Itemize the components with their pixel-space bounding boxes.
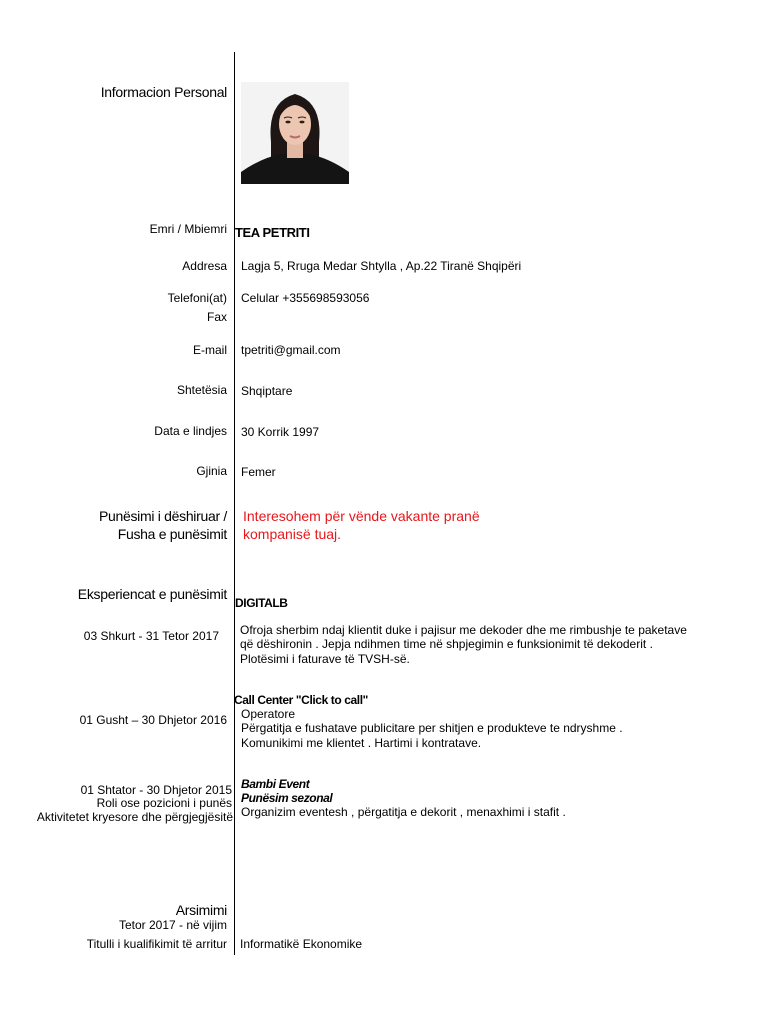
job-description-line: Përgatitja e fushatave publicitare per shitjen e produkteve te ndryshme . xyxy=(241,721,623,735)
job-description-line: Ofroja sherbim ndaj klientit duke i pajisur me dekoder dhe me rimbushje te paketave xyxy=(240,623,687,637)
name-label: Emri / Mbiemri xyxy=(149,222,227,236)
section-title-education: Arsimimi xyxy=(175,902,227,918)
fax-label: Fax xyxy=(206,310,227,324)
phone-value: Celular +355698593056 xyxy=(241,291,370,305)
job-description-line: Organizim eventesh , përgatitja e dekorit , menaxhimi i stafit . xyxy=(241,805,566,819)
desired-job-value-line2: kompanisë tuaj. xyxy=(243,526,342,542)
activities-label: Aktivitetet kryesore dhe përgjegjësitë xyxy=(36,810,233,824)
birthdate-label: Data e lindjes xyxy=(154,424,227,438)
phone-label: Telefoni(at) xyxy=(167,291,227,305)
desired-job-label-line1: Punësimi i dëshiruar / xyxy=(98,508,227,524)
job-company: Bambi Event xyxy=(241,777,310,791)
job-dates: 01 Shtator - 30 Dhjetor 2015 xyxy=(80,783,232,797)
gender-value: Femer xyxy=(241,465,276,479)
job-description-line: Plotësimi i faturave të TVSH-së. xyxy=(240,652,410,666)
birthdate-value: 30 Korrik 1997 xyxy=(241,425,320,439)
email-label: E-mail xyxy=(192,343,227,357)
nationality-label: Shtetësia xyxy=(176,383,227,397)
vertical-divider xyxy=(234,52,235,955)
profile-photo xyxy=(241,82,349,184)
section-title-experience: Eksperiencat e punësimit xyxy=(77,586,227,602)
job-dates: 03 Shkurt - 31 Tetor 2017 xyxy=(83,629,219,643)
role-label: Roli ose pozicioni i punës xyxy=(96,796,232,810)
education-dates: Tetor 2017 - në vijim xyxy=(118,918,227,932)
desired-job-label-line2: Fusha e punësimit xyxy=(117,526,227,542)
email-value: tpetriti@gmail.com xyxy=(241,343,341,357)
job-description-line: Operatore xyxy=(241,707,296,721)
profile-photo-image xyxy=(241,82,349,184)
address-value: Lagja 5, Rruga Medar Shtylla , Ap.22 Tiranë Shqipëri xyxy=(241,259,522,273)
section-title-personal: Informacion Personal xyxy=(100,84,227,100)
job-company: Call Center "Click to call" xyxy=(234,693,368,707)
gender-label: Gjinia xyxy=(196,464,227,478)
name-value: TEA PETRITI xyxy=(235,225,310,240)
qualification-value: Informatikë Ekonomike xyxy=(240,937,363,951)
desired-job-value-line1: Interesohem për vënde vakante pranë xyxy=(243,508,480,524)
job-description-line: Komunikimi me klientet . Hartimi i kontratave. xyxy=(241,736,482,750)
address-label: Addresa xyxy=(182,259,227,273)
nationality-value: Shqiptare xyxy=(241,384,293,398)
job-dates: 01 Gusht – 30 Dhjetor 2016 xyxy=(79,713,227,727)
job-description-line: që dëshironin . Jepja ndihmen time në shpjegimin e funksionimit të dekoderit . xyxy=(240,637,653,651)
job-company: DIGITALB xyxy=(235,596,288,610)
job-role: Punësim sezonal xyxy=(241,791,333,805)
qualification-label: Titulli i kualifikimit të arritur xyxy=(86,937,227,951)
